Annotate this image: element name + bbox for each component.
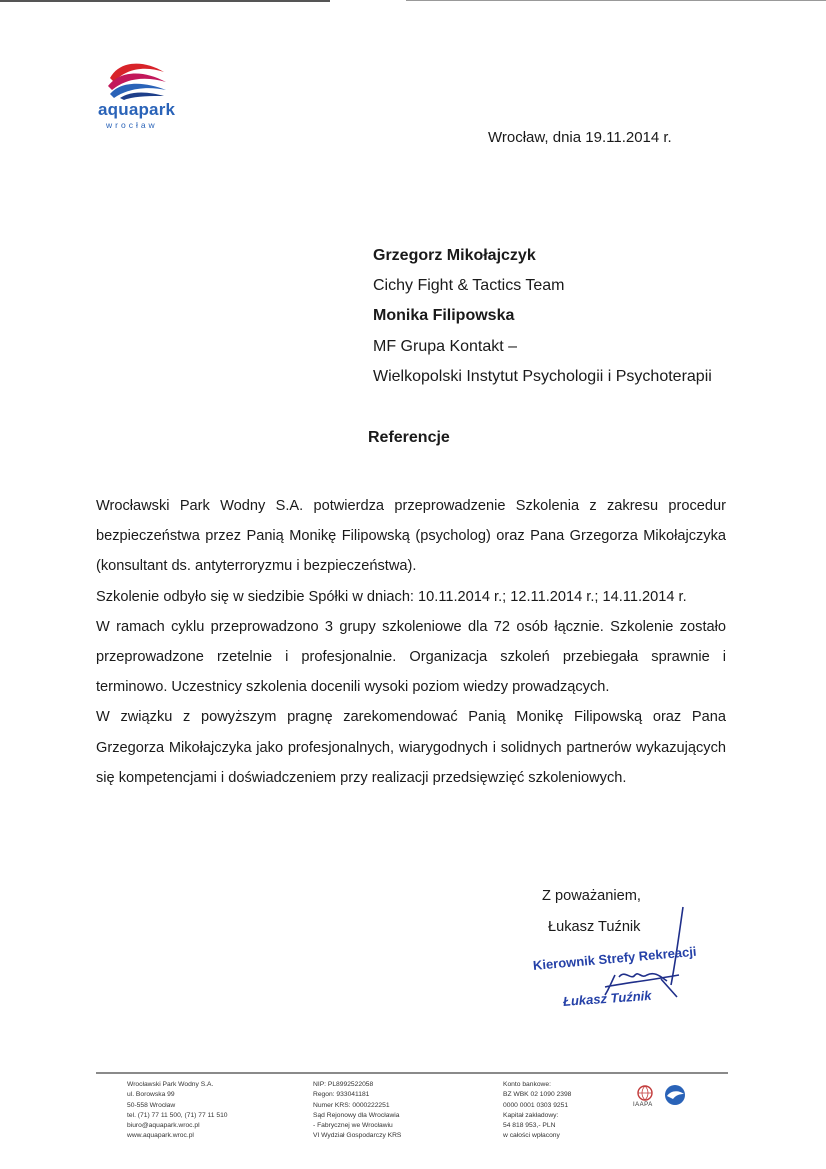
footer-registry-line: - Fabrycznej we Wrocławiu xyxy=(313,1122,393,1130)
footer-bank-line: w całości wpłacony xyxy=(503,1132,560,1140)
dolphin-icon xyxy=(659,1082,691,1108)
wave-icon xyxy=(106,58,168,100)
stamp-role: Kierownik Strefy Rekreacji xyxy=(532,943,698,973)
iaapa-label: IAAPA xyxy=(633,1102,653,1108)
footer-registry-line: VI Wydział Gospodarczy KRS xyxy=(313,1132,402,1140)
recipient-org-2a: MF Grupa Kontakt – xyxy=(373,338,518,355)
footer-registry xyxy=(313,1080,401,1142)
footer-company-line: 50-558 Wrocław xyxy=(127,1101,176,1109)
aquapark-logo xyxy=(96,58,180,130)
footer-bank xyxy=(503,1080,571,1142)
logo-city: wrocław xyxy=(106,120,158,130)
footer-company-line: tel. (71) 77 11 500, (71) 77 11 510 xyxy=(127,1111,228,1119)
footer-bank-line: 0000 0001 0303 9251 xyxy=(503,1101,569,1109)
signatory-name: Łukasz Tuźnik xyxy=(548,919,641,935)
footer-bank-line: Konto bankowe: xyxy=(503,1081,551,1088)
body-paragraph-4: W związku z powyższym pragnę zarekomendować Panią Monikę Filipowską oraz Pana Grzegorza Mikołajczyka jako profesjonalnych, wiarygodnych i solidnych partnerów wykazujących się kompetencjami i doświadczeniem przy realizacji przedsięwzięć szkoleniowych. xyxy=(96,709,726,786)
stamp-name: Łukasz Tuźnik xyxy=(562,987,652,1009)
footer-company-line: ul. Borowska 99 xyxy=(127,1091,175,1099)
footer-bank-line: 54 818 953,- PLN xyxy=(503,1122,556,1130)
footer-company-line: Wrocławski Park Wodny S.A. xyxy=(127,1081,214,1088)
recipient-name-2: Monika Filipowska xyxy=(373,307,515,324)
footer-divider xyxy=(96,1072,728,1074)
iaapa-badge xyxy=(633,1084,693,1112)
footer-company xyxy=(127,1080,228,1142)
footer-bank-line: BZ WBK 02 1090 2398 xyxy=(503,1091,572,1099)
body-paragraph-3: W ramach cyklu przeprowadzono 3 grupy szkoleniowe dla 72 osób łącznie. Szkolenie zostało przeprowadzone rzetelnie i profesjonalnie. Organizacja szkoleń przebiegała sprawnie i terminowo. Uczestnicy szkolenia docenili wysoki poziom wiedzy prowadzących. xyxy=(96,618,726,696)
recipient-org-1: Cichy Fight & Tactics Team xyxy=(373,277,565,294)
letter-heading: Referencje xyxy=(368,429,450,446)
recipient-org-2b: Wielkopolski Instytut Psychologii i Psychoterapii xyxy=(373,368,712,385)
scan-edge-left xyxy=(0,0,330,2)
closing-salutation: Z poważaniem, xyxy=(542,888,641,904)
footer-email: biuro@aquapark.wroc.pl xyxy=(127,1122,200,1130)
footer-registry-line: NIP: PL8992522058 xyxy=(313,1081,374,1088)
footer-registry-line: Regon: 933041181 xyxy=(313,1091,370,1099)
footer-bank-line: Kapitał zakładowy: xyxy=(503,1111,559,1119)
footer-registry-line: Numer KRS: 0000222251 xyxy=(313,1101,390,1109)
logo-wordmark: aquapark xyxy=(98,100,176,119)
body-paragraph-2: Szkolenie odbyło się w siedzibie Spółki w dniach: 10.11.2014 r.; 12.11.2014 r.; 14.11.2014 r. xyxy=(96,588,687,605)
letter-date: Wrocław, dnia 19.11.2014 r. xyxy=(488,129,672,146)
letter-body xyxy=(96,491,726,793)
footer-registry-line: Sąd Rejonowy dla Wrocławia xyxy=(313,1111,400,1119)
globe-icon xyxy=(635,1084,657,1102)
scan-edge-right xyxy=(406,0,826,1)
recipient-name-1: Grzegorz Mikołajczyk xyxy=(373,247,536,264)
body-paragraph-1: Wrocławski Park Wodny S.A. potwierdza przeprowadzenie Szkolenia z zakresu procedur bezpieczeństwa przez Panią Monikę Filipowską (psycholog) oraz Pana Grzegorza Mikołajczyka (konsultant ds. antyterroryzmu i bezpieczeństwa). xyxy=(96,498,726,575)
footer-website: www.aquapark.wroc.pl xyxy=(127,1132,194,1140)
